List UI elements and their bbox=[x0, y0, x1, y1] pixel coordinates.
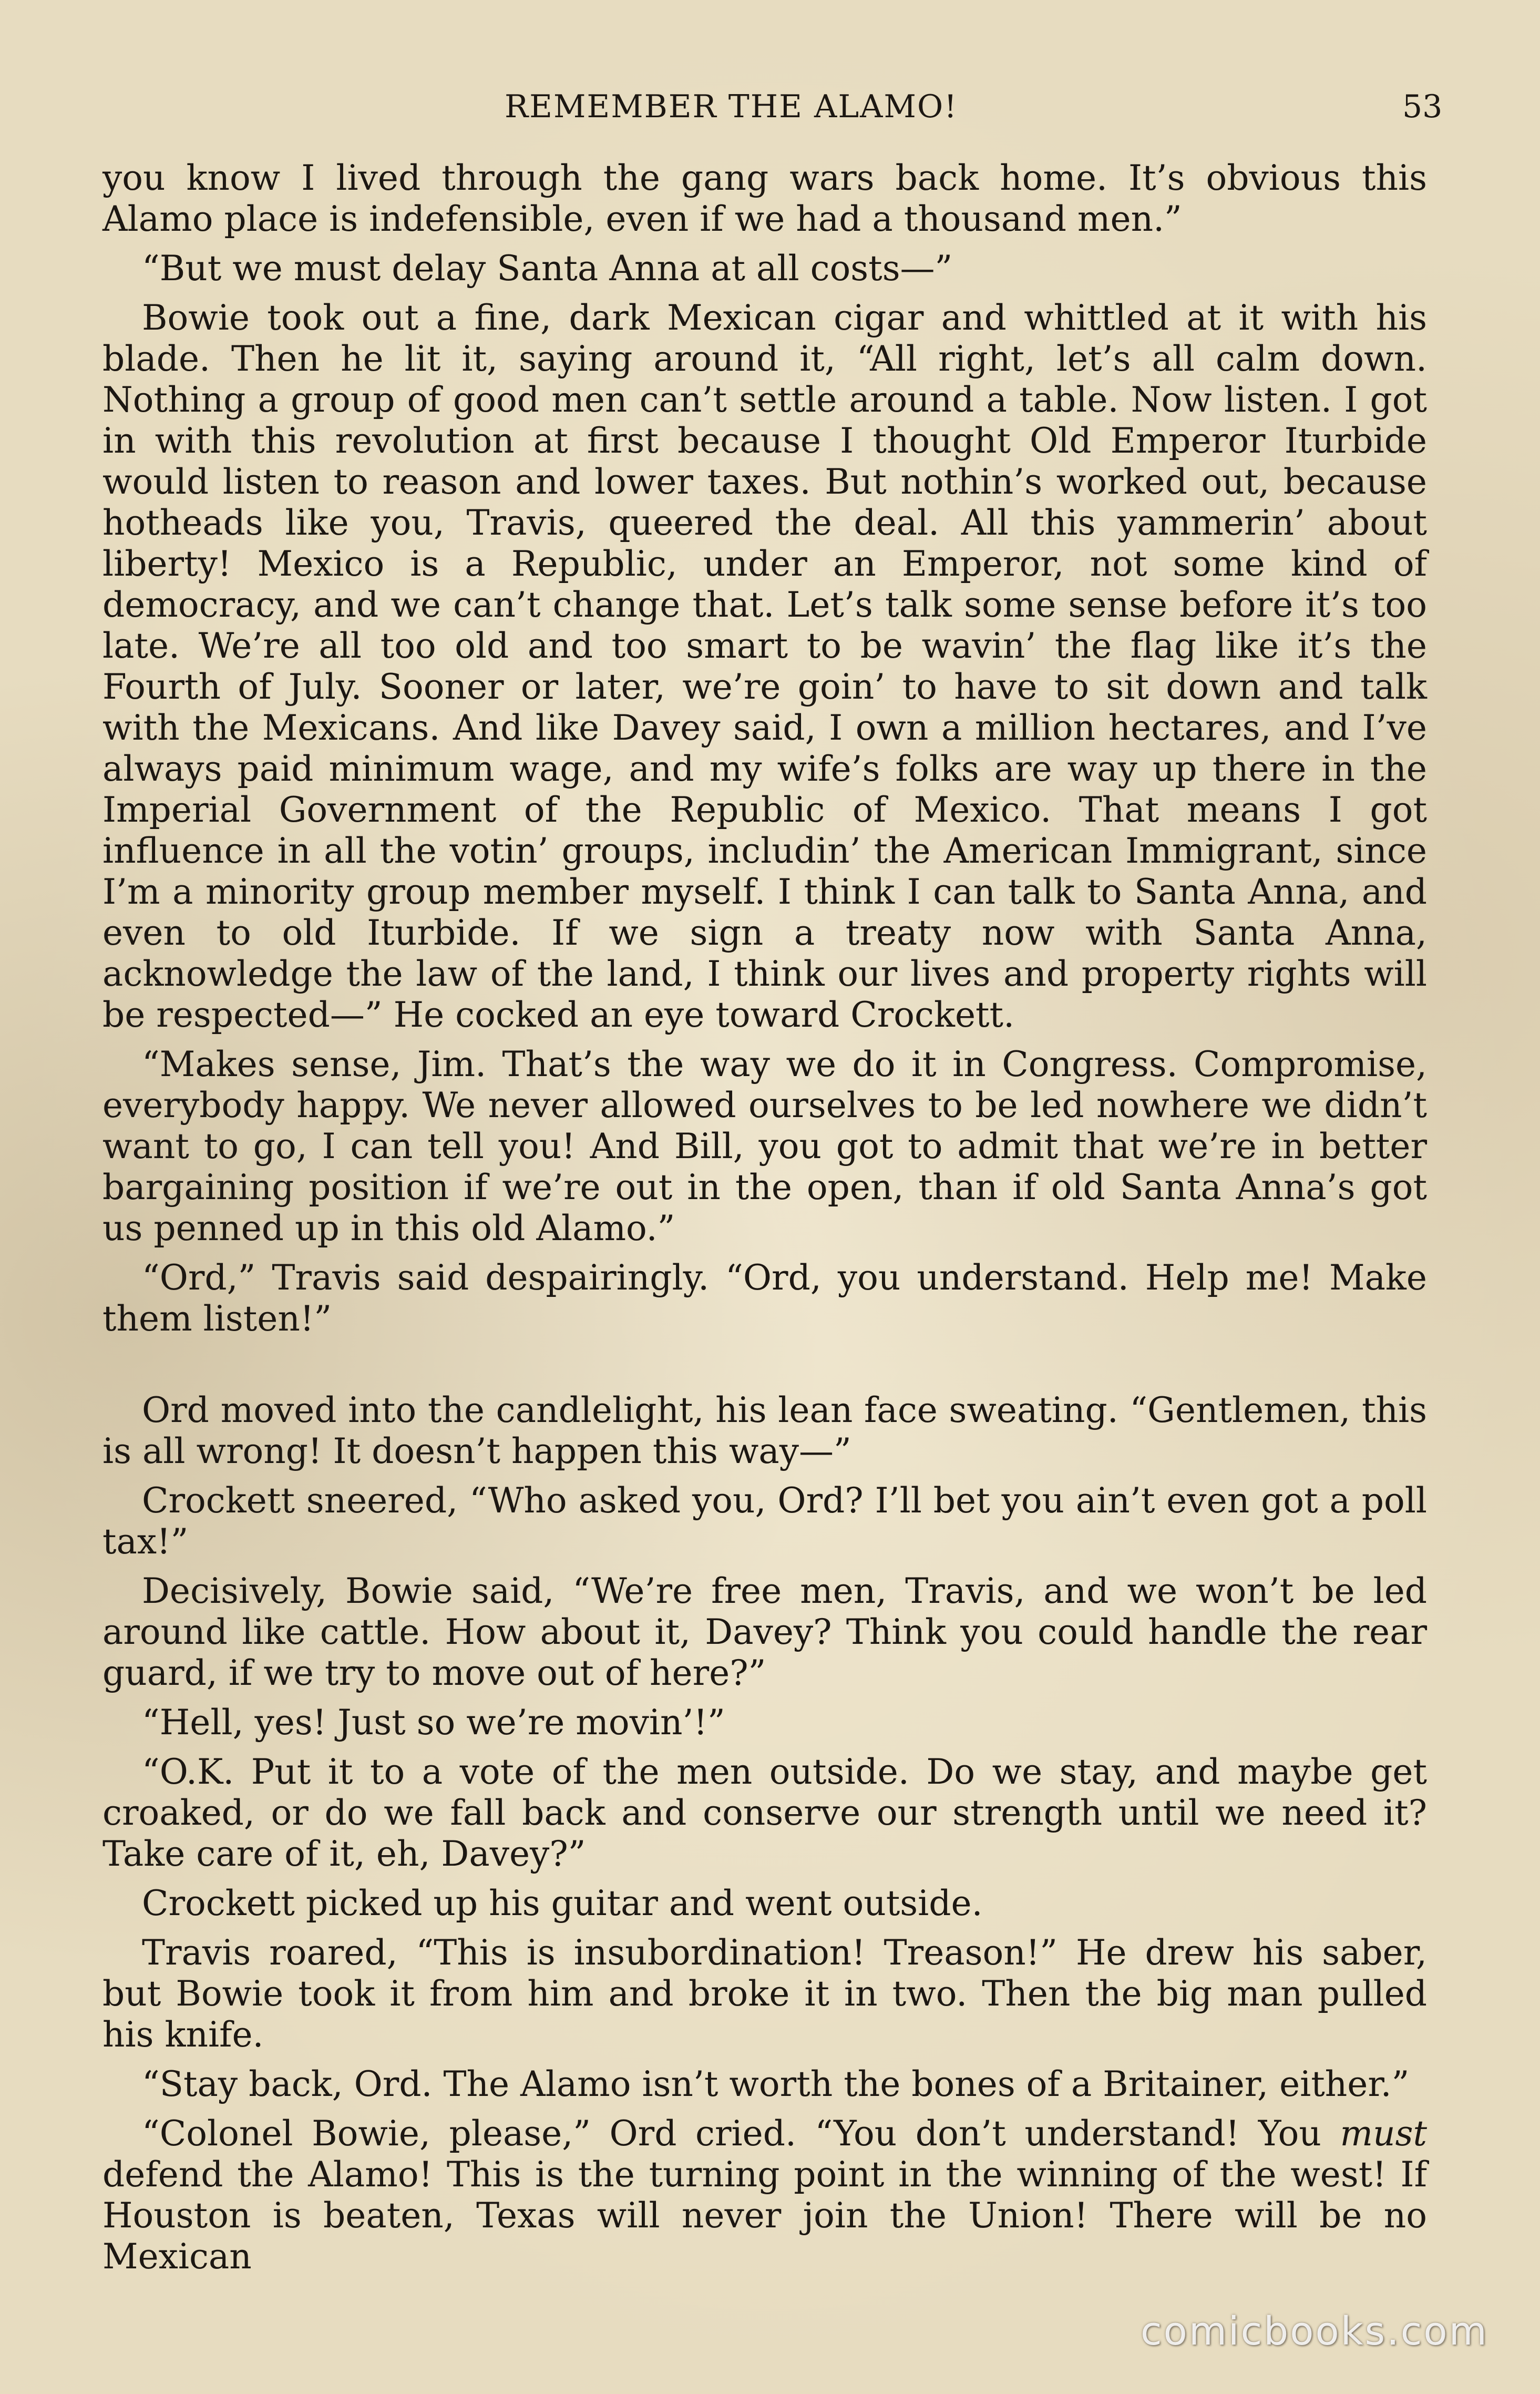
paragraph: Decisively, Bowie said, “We’re free men, Travis, and we won’t be led around like cattle. How about it, Davey? Think you could handle the rear guard, if we try to move out of here?” bbox=[102, 1571, 1427, 1693]
paragraph: “O.K. Put it to a vote of the men outside. Do we stay, and maybe get croaked, or do we fall back and conserve our strength until we need it? Take care of it, eh, Davey?” bbox=[102, 1752, 1427, 1874]
page-number: 53 bbox=[1402, 88, 1443, 125]
paragraph: Bowie took out a fine, dark Mexican cigar and whittled at it with his blade. Then he lit it, saying around it, “All right, let’s all calm down. Nothing a group of good men can’t settle around a table. Now listen. I got in with this revolution at first because I thought Old Emperor Iturbide would listen to reason and lower taxes. But nothin’s worked out, because hotheads like you, Travis, queered the deal. All this yammerin’ about liberty! Mexico is a Republic, under an Emperor, not some kind of democracy, and we can’t change that. Let’s talk some sense before it’s too late. We’re all too old and too smart to be wavin’ the flag like it’s the Fourth of July. Sooner or later, we’re goin’ to have to sit down and talk with the Mexicans. And like Davey said, I own a million hectares, and I’ve always paid minimum wage, and my wife’s folks are way up there in the Imperial Government of the Republic of Mexico. That means I got influence in all the votin’ groups, includin’ the American Immigrant, since I’m a minority group member myself. I think I can talk to Santa Anna, and even to old Iturbide. If we sign a treaty now with Santa Anna, acknowledge the law of the land, I think our lives and property rights will be respected—” He cocked an eye toward Crockett. bbox=[102, 298, 1427, 1035]
paragraph-last bbox=[102, 2113, 1427, 2277]
emphasis-text: must bbox=[1340, 2113, 1427, 2154]
paragraph: “But we must delay Santa Anna at all costs—” bbox=[142, 248, 953, 289]
paragraph: “Ord,” Travis said despairingly. “Ord, you understand. Help me! Make them listen!” bbox=[102, 1257, 1427, 1339]
body-text bbox=[102, 158, 1427, 2286]
paragraph: “Stay back, Ord. The Alamo isn’t worth the bones of a Britainer, either.” bbox=[142, 2064, 1410, 2104]
paragraph: Ord moved into the candlelight, his lean face sweating. “Gentlemen, this is all wrong! It doesn’t happen this way—” bbox=[102, 1390, 1427, 1471]
paragraph: you know I lived through the gang wars back home. It’s obvious this Alamo place is indefensible, even if we had a thousand men.” bbox=[102, 158, 1427, 239]
paragraph: Crockett sneered, “Who asked you, Ord? I’ll bet you ain’t even got a poll tax!” bbox=[102, 1480, 1427, 1562]
watermark: comicbooks.com bbox=[1141, 2309, 1488, 2354]
running-head: REMEMBER THE ALAMO! bbox=[505, 88, 958, 125]
paragraph: Travis roared, “This is insubordination! Treason!” He drew his saber, but Bowie took it from him and broke it in two. Then the big man pulled his knife. bbox=[102, 1932, 1427, 2055]
paragraph: “Hell, yes! Just so we’re movin’!” bbox=[142, 1702, 725, 1743]
paragraph-text: defend the Alamo! This is the turning point in the winning of the west! If Houston is beaten, Texas will never join the Union! There will be no Mexican bbox=[102, 2154, 1427, 2277]
paragraph-text: “Colonel Bowie, please,” Ord cried. “You don’t understand! You bbox=[142, 2113, 1340, 2154]
paragraph: Crockett picked up his guitar and went outside. bbox=[142, 1883, 983, 1924]
paragraph: “Makes sense, Jim. That’s the way we do it in Congress. Compromise, everybody happy. We never allowed ourselves to be led nowhere we didn’t want to go, I can tell you! And Bill, you got to admit that we’re in better bargaining position if we’re out in the open, than if old Santa Anna’s got us penned up in this old Alamo.” bbox=[102, 1044, 1427, 1249]
